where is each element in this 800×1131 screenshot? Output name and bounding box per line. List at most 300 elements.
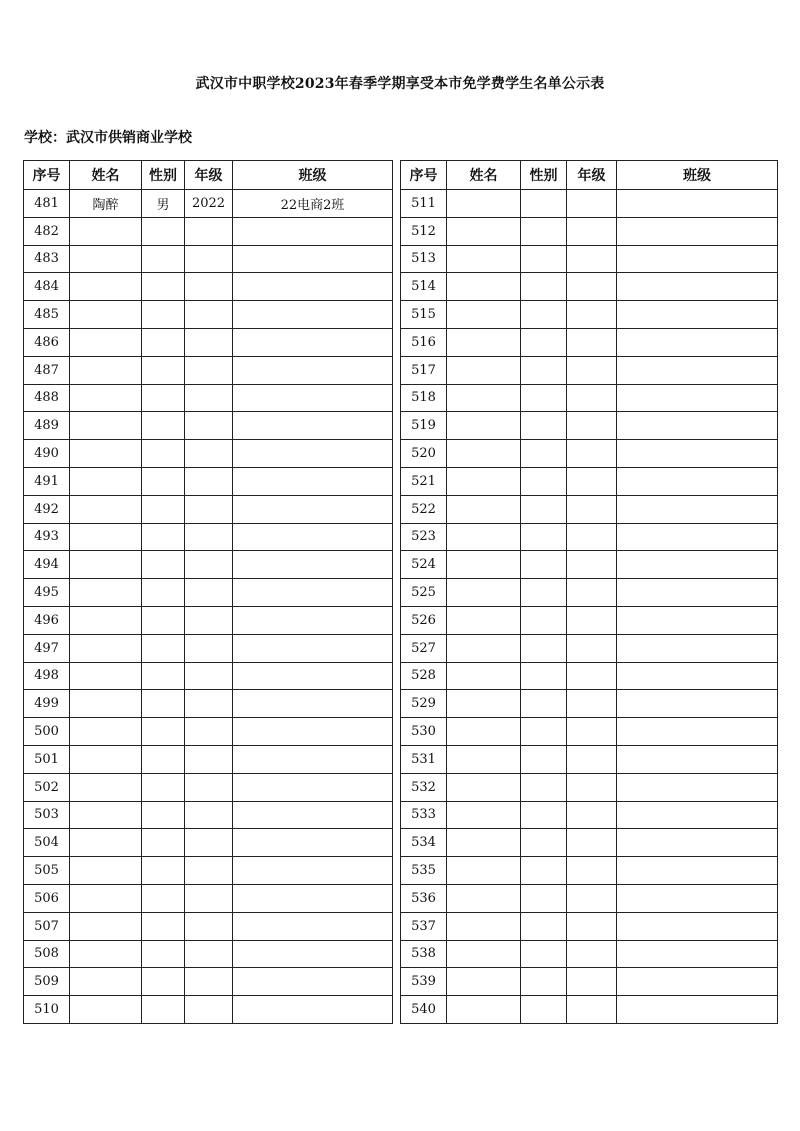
cell-class xyxy=(617,523,778,551)
cell-grade xyxy=(185,690,233,718)
cell-grade xyxy=(567,718,617,746)
table-row xyxy=(401,412,778,440)
cell-class xyxy=(233,467,393,495)
cell-no: 517 xyxy=(401,356,447,384)
table-row xyxy=(401,523,778,551)
cell-class xyxy=(617,384,778,412)
cell-grade xyxy=(567,356,617,384)
cell-grade xyxy=(567,662,617,690)
cell-grade xyxy=(567,634,617,662)
cell-name xyxy=(70,857,142,885)
table-row xyxy=(24,301,393,329)
cell-no: 495 xyxy=(24,579,70,607)
cell-no: 482 xyxy=(24,217,70,245)
cell-name xyxy=(447,190,521,218)
cell-class xyxy=(233,440,393,468)
cell-grade xyxy=(185,551,233,579)
cell-grade xyxy=(185,301,233,329)
cell-grade xyxy=(567,412,617,440)
cell-grade xyxy=(567,940,617,968)
cell-class xyxy=(233,718,393,746)
cell-class xyxy=(233,634,393,662)
cell-no: 497 xyxy=(24,634,70,662)
table-row xyxy=(401,718,778,746)
table-row xyxy=(24,773,393,801)
cell-no: 489 xyxy=(24,412,70,440)
cell-no: 531 xyxy=(401,745,447,773)
cell-gender xyxy=(142,940,185,968)
cell-no: 484 xyxy=(24,273,70,301)
cell-grade xyxy=(185,328,233,356)
cell-name xyxy=(447,801,521,829)
table-row xyxy=(401,467,778,495)
cell-name xyxy=(70,301,142,329)
cell-class xyxy=(233,690,393,718)
cell-no: 494 xyxy=(24,551,70,579)
cell-no: 481 xyxy=(24,190,70,218)
cell-class xyxy=(233,412,393,440)
table-row xyxy=(24,634,393,662)
cell-gender xyxy=(521,273,567,301)
cell-no: 504 xyxy=(24,829,70,857)
cell-class xyxy=(617,301,778,329)
table-row xyxy=(401,301,778,329)
cell-class xyxy=(233,745,393,773)
cell-no: 506 xyxy=(24,884,70,912)
cell-name xyxy=(70,467,142,495)
table-row xyxy=(401,773,778,801)
cell-no: 490 xyxy=(24,440,70,468)
cell-no: 534 xyxy=(401,829,447,857)
student-table-left xyxy=(23,160,393,1024)
cell-grade xyxy=(185,384,233,412)
cell-class xyxy=(617,968,778,996)
cell-name xyxy=(70,690,142,718)
cell-class xyxy=(233,495,393,523)
table-body-left xyxy=(24,190,393,1024)
cell-gender xyxy=(521,801,567,829)
cell-no: 488 xyxy=(24,384,70,412)
cell-class xyxy=(617,662,778,690)
cell-no: 526 xyxy=(401,606,447,634)
cell-name xyxy=(70,968,142,996)
cell-gender xyxy=(142,968,185,996)
cell-gender xyxy=(142,440,185,468)
cell-gender xyxy=(521,190,567,218)
cell-grade xyxy=(567,384,617,412)
school-label: 学校：武汉市供销商业学校 xyxy=(24,130,192,146)
cell-class xyxy=(617,412,778,440)
cell-grade xyxy=(185,606,233,634)
cell-grade xyxy=(185,273,233,301)
table-row xyxy=(24,690,393,718)
cell-gender xyxy=(521,217,567,245)
cell-name xyxy=(447,273,521,301)
cell-grade xyxy=(567,606,617,634)
cell-name xyxy=(70,440,142,468)
table-row xyxy=(24,940,393,968)
cell-grade xyxy=(567,245,617,273)
cell-name xyxy=(447,301,521,329)
cell-gender xyxy=(142,718,185,746)
cell-gender xyxy=(521,690,567,718)
cell-name xyxy=(447,384,521,412)
cell-class xyxy=(617,495,778,523)
table-row xyxy=(24,968,393,996)
cell-name xyxy=(447,606,521,634)
cell-grade xyxy=(567,912,617,940)
table-row xyxy=(24,495,393,523)
cell-class xyxy=(233,217,393,245)
cell-no: 525 xyxy=(401,579,447,607)
cell-name: 陶醉 xyxy=(70,190,142,218)
cell-no: 487 xyxy=(24,356,70,384)
cell-grade xyxy=(185,912,233,940)
cell-grade xyxy=(185,245,233,273)
cell-no: 540 xyxy=(401,996,447,1024)
table-row xyxy=(24,467,393,495)
cell-no: 520 xyxy=(401,440,447,468)
table-row xyxy=(24,412,393,440)
cell-gender xyxy=(142,523,185,551)
table-row xyxy=(24,996,393,1024)
cell-no: 514 xyxy=(401,273,447,301)
cell-gender xyxy=(142,328,185,356)
table-row xyxy=(24,245,393,273)
cell-no: 535 xyxy=(401,857,447,885)
cell-name xyxy=(70,801,142,829)
cell-grade xyxy=(567,773,617,801)
cell-class xyxy=(233,606,393,634)
cell-gender xyxy=(142,301,185,329)
table-row xyxy=(24,356,393,384)
cell-grade xyxy=(185,579,233,607)
cell-name xyxy=(447,495,521,523)
cell-class xyxy=(617,328,778,356)
cell-grade xyxy=(185,356,233,384)
cell-name xyxy=(70,384,142,412)
cell-grade xyxy=(185,801,233,829)
cell-no: 521 xyxy=(401,467,447,495)
cell-gender: 男 xyxy=(142,190,185,218)
table-row xyxy=(401,217,778,245)
cell-gender xyxy=(521,440,567,468)
cell-no: 512 xyxy=(401,217,447,245)
cell-name xyxy=(70,412,142,440)
header-class: 班级 xyxy=(617,161,778,190)
cell-name xyxy=(447,440,521,468)
cell-grade xyxy=(185,467,233,495)
cell-name xyxy=(447,217,521,245)
cell-grade xyxy=(567,328,617,356)
cell-class xyxy=(617,440,778,468)
header-grade: 年级 xyxy=(185,161,233,190)
header-class: 班级 xyxy=(233,161,393,190)
table-row xyxy=(24,328,393,356)
cell-no: 532 xyxy=(401,773,447,801)
cell-gender xyxy=(521,940,567,968)
table-row xyxy=(401,968,778,996)
cell-gender xyxy=(142,217,185,245)
cell-class xyxy=(617,718,778,746)
cell-gender xyxy=(142,884,185,912)
cell-grade xyxy=(185,495,233,523)
table-row xyxy=(24,523,393,551)
table-row xyxy=(24,440,393,468)
table-row xyxy=(401,662,778,690)
table-row xyxy=(401,328,778,356)
cell-name xyxy=(447,412,521,440)
table-row xyxy=(401,190,778,218)
cell-class xyxy=(233,245,393,273)
table-row xyxy=(24,857,393,885)
cell-gender xyxy=(521,328,567,356)
cell-no: 530 xyxy=(401,718,447,746)
cell-class xyxy=(617,912,778,940)
cell-grade xyxy=(567,551,617,579)
cell-class xyxy=(233,940,393,968)
cell-gender xyxy=(142,412,185,440)
cell-gender xyxy=(142,606,185,634)
cell-no: 505 xyxy=(24,857,70,885)
cell-gender xyxy=(142,745,185,773)
cell-class xyxy=(617,884,778,912)
cell-grade xyxy=(185,634,233,662)
cell-name xyxy=(447,773,521,801)
table-row xyxy=(24,801,393,829)
cell-no: 492 xyxy=(24,495,70,523)
cell-gender xyxy=(521,773,567,801)
cell-gender xyxy=(142,551,185,579)
cell-gender xyxy=(142,773,185,801)
cell-name xyxy=(70,718,142,746)
table-row xyxy=(401,273,778,301)
table-row xyxy=(401,801,778,829)
cell-gender xyxy=(521,579,567,607)
cell-grade xyxy=(185,745,233,773)
cell-no: 501 xyxy=(24,745,70,773)
cell-grade xyxy=(567,829,617,857)
table-row xyxy=(401,495,778,523)
table-row xyxy=(401,634,778,662)
cell-name xyxy=(70,996,142,1024)
cell-gender xyxy=(521,245,567,273)
cell-class xyxy=(617,829,778,857)
cell-name xyxy=(447,857,521,885)
cell-no: 515 xyxy=(401,301,447,329)
cell-grade xyxy=(185,718,233,746)
cell-no: 511 xyxy=(401,190,447,218)
cell-gender xyxy=(142,662,185,690)
cell-name xyxy=(70,245,142,273)
cell-grade xyxy=(567,523,617,551)
cell-gender xyxy=(521,495,567,523)
cell-name xyxy=(70,745,142,773)
cell-class xyxy=(233,384,393,412)
cell-no: 536 xyxy=(401,884,447,912)
cell-gender xyxy=(521,718,567,746)
cell-name xyxy=(447,634,521,662)
table-row xyxy=(401,440,778,468)
cell-no: 502 xyxy=(24,773,70,801)
cell-no: 516 xyxy=(401,328,447,356)
cell-no: 533 xyxy=(401,801,447,829)
cell-class xyxy=(617,467,778,495)
header-name: 姓名 xyxy=(70,161,142,190)
cell-class xyxy=(233,996,393,1024)
cell-grade xyxy=(567,440,617,468)
cell-name xyxy=(447,245,521,273)
cell-name xyxy=(70,884,142,912)
table-row xyxy=(401,912,778,940)
cell-class xyxy=(233,773,393,801)
cell-name xyxy=(447,968,521,996)
cell-class xyxy=(617,940,778,968)
table-row xyxy=(24,190,393,218)
cell-grade xyxy=(567,273,617,301)
cell-grade xyxy=(567,996,617,1024)
cell-class xyxy=(617,745,778,773)
cell-no: 510 xyxy=(24,996,70,1024)
page-title: 武汉市中职学校2023年春季学期享受本市免学费学生名单公示表 xyxy=(195,76,605,92)
cell-no: 498 xyxy=(24,662,70,690)
cell-class xyxy=(617,634,778,662)
cell-class xyxy=(617,190,778,218)
cell-no: 486 xyxy=(24,328,70,356)
cell-gender xyxy=(521,996,567,1024)
table-row xyxy=(24,606,393,634)
cell-gender xyxy=(521,884,567,912)
cell-no: 523 xyxy=(401,523,447,551)
header-name: 姓名 xyxy=(447,161,521,190)
cell-name xyxy=(70,773,142,801)
table-row xyxy=(401,690,778,718)
cell-class xyxy=(617,551,778,579)
cell-grade xyxy=(185,662,233,690)
cell-class xyxy=(233,968,393,996)
cell-grade xyxy=(185,884,233,912)
table-row xyxy=(401,996,778,1024)
cell-name xyxy=(447,884,521,912)
table-row xyxy=(24,217,393,245)
cell-no: 518 xyxy=(401,384,447,412)
cell-gender xyxy=(142,356,185,384)
cell-name xyxy=(447,579,521,607)
cell-name xyxy=(70,495,142,523)
cell-class xyxy=(233,857,393,885)
cell-class xyxy=(233,301,393,329)
cell-no: 508 xyxy=(24,940,70,968)
cell-class xyxy=(617,579,778,607)
cell-name xyxy=(447,328,521,356)
cell-grade xyxy=(567,190,617,218)
cell-gender xyxy=(142,829,185,857)
cell-no: 539 xyxy=(401,968,447,996)
cell-grade xyxy=(567,857,617,885)
cell-no: 507 xyxy=(24,912,70,940)
cell-name xyxy=(70,523,142,551)
cell-name xyxy=(447,690,521,718)
table-row xyxy=(24,273,393,301)
cell-name xyxy=(70,551,142,579)
cell-class xyxy=(617,606,778,634)
header-gender: 性别 xyxy=(521,161,567,190)
header-no: 序号 xyxy=(401,161,447,190)
table-row xyxy=(401,356,778,384)
cell-name xyxy=(70,328,142,356)
cell-grade xyxy=(185,217,233,245)
cell-gender xyxy=(142,857,185,885)
table-row xyxy=(24,829,393,857)
table-row xyxy=(24,745,393,773)
cell-grade xyxy=(185,773,233,801)
cell-gender xyxy=(521,912,567,940)
cell-grade xyxy=(185,940,233,968)
cell-grade xyxy=(185,968,233,996)
header-gender: 性别 xyxy=(142,161,185,190)
cell-grade xyxy=(185,523,233,551)
cell-gender xyxy=(142,245,185,273)
cell-name xyxy=(70,912,142,940)
cell-name xyxy=(70,606,142,634)
cell-gender xyxy=(521,356,567,384)
cell-class: 22电商2班 xyxy=(233,190,393,218)
cell-gender xyxy=(521,745,567,773)
student-table-right xyxy=(400,160,778,1024)
cell-class xyxy=(233,523,393,551)
cell-class xyxy=(233,273,393,301)
table-row xyxy=(24,551,393,579)
cell-gender xyxy=(521,857,567,885)
cell-gender xyxy=(521,384,567,412)
table-row xyxy=(401,551,778,579)
cell-name xyxy=(447,996,521,1024)
cell-grade xyxy=(567,801,617,829)
cell-no: 496 xyxy=(24,606,70,634)
cell-gender xyxy=(142,467,185,495)
cell-grade xyxy=(567,301,617,329)
cell-no: 538 xyxy=(401,940,447,968)
table-row xyxy=(401,857,778,885)
cell-class xyxy=(233,884,393,912)
cell-grade xyxy=(185,857,233,885)
cell-no: 509 xyxy=(24,968,70,996)
table-row xyxy=(24,384,393,412)
cell-gender xyxy=(521,412,567,440)
cell-gender xyxy=(521,606,567,634)
cell-gender xyxy=(521,301,567,329)
cell-grade xyxy=(567,217,617,245)
table-row xyxy=(401,745,778,773)
cell-class xyxy=(233,662,393,690)
table-row xyxy=(401,245,778,273)
cell-no: 522 xyxy=(401,495,447,523)
cell-gender xyxy=(142,273,185,301)
table-row xyxy=(401,829,778,857)
cell-grade xyxy=(185,996,233,1024)
cell-no: 529 xyxy=(401,690,447,718)
cell-class xyxy=(233,829,393,857)
cell-name xyxy=(447,829,521,857)
table-row xyxy=(401,606,778,634)
table-row xyxy=(24,912,393,940)
cell-class xyxy=(233,356,393,384)
cell-name xyxy=(70,579,142,607)
cell-grade xyxy=(567,884,617,912)
cell-gender xyxy=(142,634,185,662)
cell-class xyxy=(617,773,778,801)
cell-no: 528 xyxy=(401,662,447,690)
